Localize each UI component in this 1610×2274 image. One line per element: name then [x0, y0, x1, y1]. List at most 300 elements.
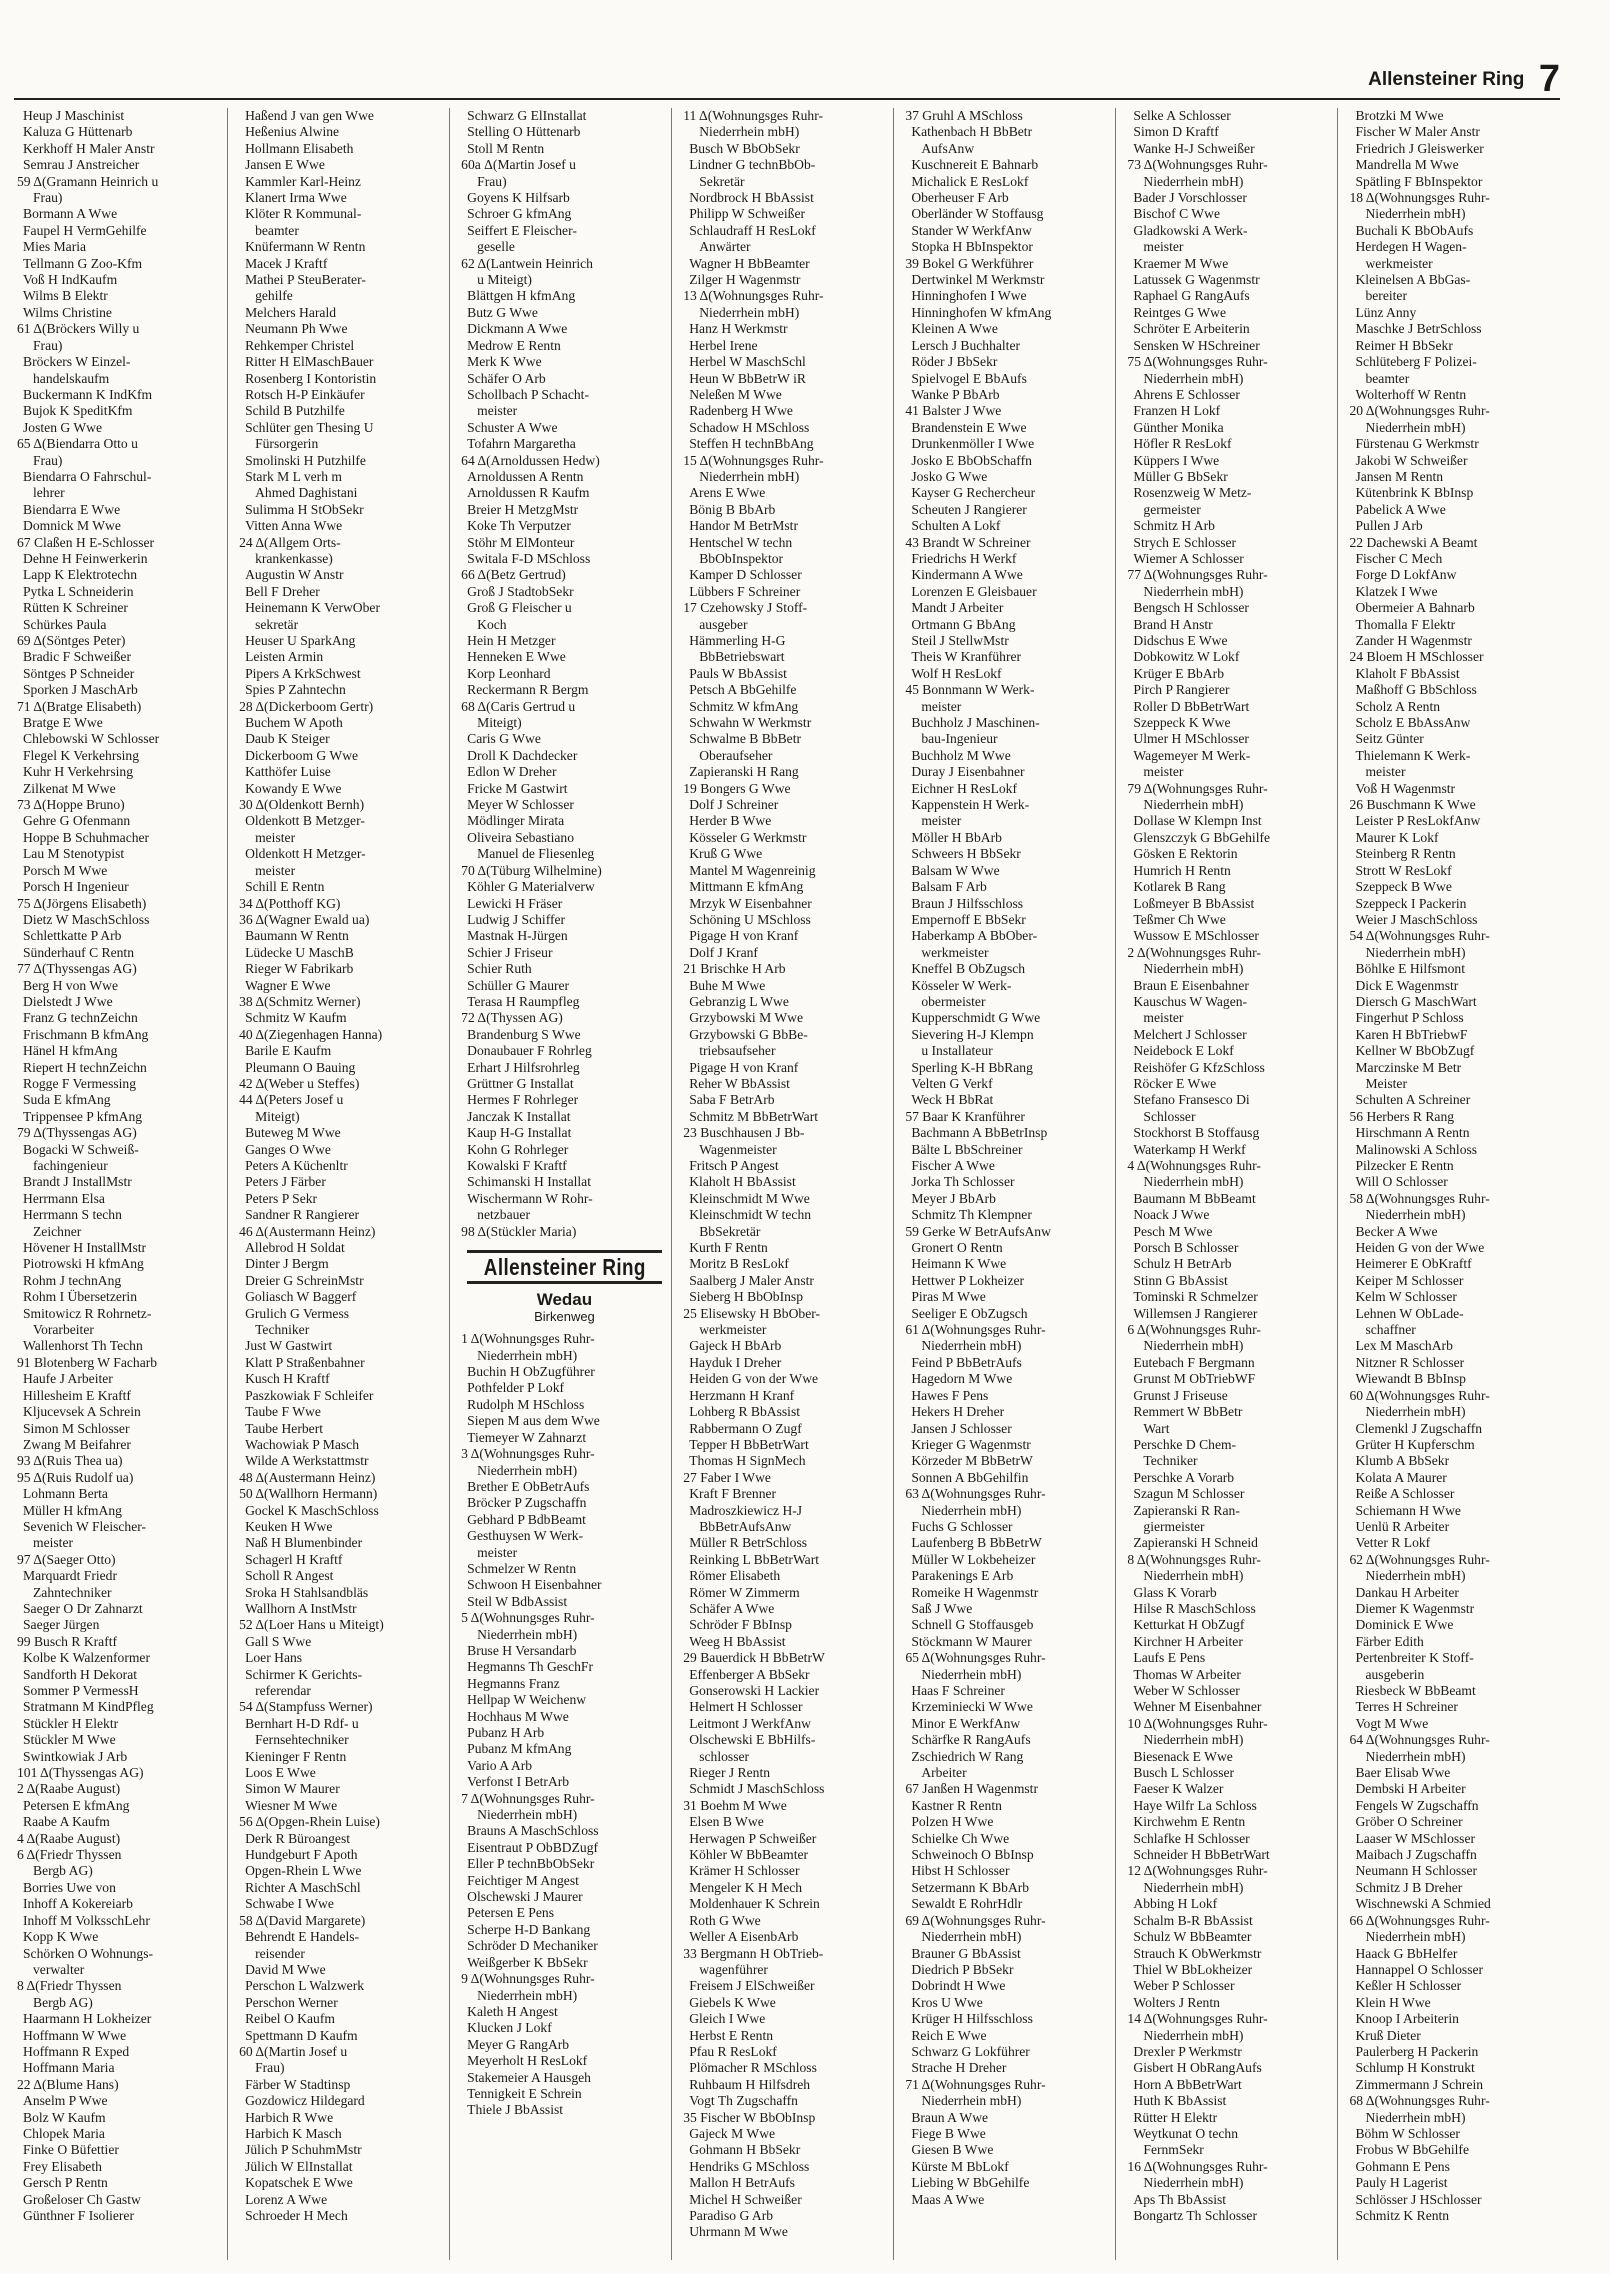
directory-entry: Uenlü R Arbeiter — [1355, 1518, 1450, 1534]
directory-entry: 39 Bokel G Werkführer — [905, 255, 1034, 271]
directory-entry: Sulimma H StObSekr — [245, 501, 364, 517]
directory-entry: sekretär — [255, 616, 299, 632]
directory-entry: Niederrhein mbH) — [1143, 370, 1244, 386]
directory-entry: Pfau R ResLokf — [689, 2043, 777, 2059]
directory-entry: 10 Δ(Wohnungsges Ruhr- — [1127, 1715, 1268, 1731]
directory-column-6 — [1124, 108, 1338, 2260]
directory-entry: Spätling F BbInspektor — [1355, 173, 1483, 189]
directory-entry: 8 Δ(Friedr Thyssen — [17, 1978, 122, 1994]
directory-entry: Stark M L verh m — [245, 468, 342, 484]
directory-entry: Niederrhein mbH) — [921, 2093, 1022, 2109]
directory-entry: 60 Δ(Wohnungsges Ruhr- — [1349, 1387, 1490, 1403]
directory-entry: Josko E BbObSchaffn — [911, 452, 1032, 468]
directory-entry: Fricke M Gastwirt — [467, 780, 568, 796]
directory-entry: Polzen H Wwe — [911, 1814, 994, 1830]
directory-entry: Reinking L BbBetrWart — [689, 1551, 820, 1567]
directory-entry: Rosenberg I Kontoristin — [245, 370, 377, 386]
directory-entry: 16 Δ(Wohnungsges Ruhr- — [1127, 2158, 1268, 2174]
directory-entry: Hawes F Pens — [911, 1387, 989, 1403]
directory-entry: Borries Uwe von — [23, 1879, 116, 1895]
directory-entry: Peters J Färber — [245, 1174, 326, 1190]
directory-column-3 — [458, 108, 672, 2260]
directory-entry: Frobus W BbGehilfe — [1355, 2142, 1469, 2158]
directory-entry: Dietz W MaschSchloss — [23, 911, 150, 927]
directory-entry: 9 Δ(Wohnungsges Ruhr- — [461, 1971, 595, 1987]
directory-entry: Niederrhein mbH) — [1143, 1732, 1244, 1748]
directory-entry: Lübbers F Schreiner — [689, 583, 801, 599]
directory-entry: 65 Δ(Wohnungsges Ruhr- — [905, 1650, 1046, 1666]
directory-entry: Steil J StellwMstr — [911, 633, 1009, 648]
directory-entry: Szeppeck B Wwe — [1355, 879, 1452, 895]
directory-entry: Ortmann G BbAng — [911, 616, 1016, 632]
directory-entry: Schwoon H Eisenbahner — [467, 1577, 602, 1593]
directory-entry: Oldenkott H Metzger- — [245, 846, 366, 862]
directory-entry: Wehner M Eisenbahner — [1133, 1699, 1262, 1715]
directory-entry: 69 Δ(Wohnungsges Ruhr- — [905, 1912, 1046, 1928]
directory-entry: Rosenzweig W Metz- — [1133, 485, 1252, 501]
directory-entry: Kürste M BbLokf — [911, 2158, 1009, 2174]
directory-entry: Thomas W Arbeiter — [1133, 1666, 1241, 1682]
section-district: Wedau — [536, 1290, 593, 1310]
directory-entry: Hein H Metzger — [467, 633, 556, 648]
directory-entry: David M Wwe — [245, 1961, 326, 1977]
directory-entry: Scholz E BbAssAnw — [1355, 715, 1471, 731]
directory-entry: Gajeck H BbArb — [689, 1338, 782, 1354]
directory-entry: Bormann A Wwe — [23, 206, 118, 222]
directory-entry: Schlafke H Schlosser — [1133, 1830, 1250, 1846]
directory-entry: Perschke D Chem- — [1133, 1436, 1237, 1452]
directory-entry: Vogt M Wwe — [1355, 1715, 1429, 1731]
directory-entry: Petsch A BbGehilfe — [689, 682, 797, 698]
directory-entry: 58 Δ(Wohnungsges Ruhr- — [1349, 1190, 1490, 1206]
directory-entry: Ulmer H MSchlosser — [1133, 731, 1249, 747]
directory-entry: Jülich P SchuhmMstr — [245, 2142, 362, 2158]
directory-entry: Duray J Eisenbahner — [911, 764, 1025, 780]
directory-entry: Rütten K Schreiner — [23, 600, 128, 616]
directory-entry: meister — [255, 829, 296, 845]
directory-entry: Wallenhorst Th Techn — [23, 1338, 143, 1354]
directory-entry: Anwärter — [699, 239, 751, 255]
directory-entry: Simon W Maurer — [245, 1781, 340, 1797]
directory-entry: Kelm W Schlosser — [1355, 1289, 1457, 1305]
directory-entry: Oberländer W Stoffausg — [911, 206, 1044, 222]
directory-entry: Piotrowski H kfmAng — [23, 1256, 144, 1272]
directory-entry: Vario A Arb — [467, 1757, 533, 1773]
directory-entry: Lersch J Buchhalter — [911, 337, 1021, 353]
directory-entry: Loßmeyer B BbAssist — [1133, 895, 1255, 911]
directory-entry: Arens E Wwe — [689, 485, 766, 501]
directory-entry: Lohberg R BbAssist — [689, 1404, 801, 1420]
directory-entry: Buhe M Wwe — [689, 977, 766, 993]
directory-entry: Frau) — [33, 190, 63, 206]
directory-entry: Wischnewski A Schmied — [1355, 1896, 1491, 1912]
directory-entry: Friedrichs H Werkf — [911, 550, 1017, 566]
directory-entry: Neleßen M Wwe — [689, 386, 782, 402]
directory-entry: 1 Δ(Wohnungsges Ruhr- — [461, 1331, 595, 1347]
directory-entry: Richter A MaschSchl — [245, 1879, 361, 1895]
directory-entry: 6 Δ(Friedr Thyssen — [17, 1847, 122, 1863]
directory-entry: Schlösser J HSchlosser — [1355, 2191, 1482, 2207]
directory-entry: Kellner W BbObZugf — [1355, 1043, 1475, 1059]
directory-entry: Taube F Wwe — [245, 1404, 321, 1420]
directory-entry: Niederrhein mbH) — [699, 304, 800, 320]
directory-entry: Pilzecker E Rentn — [1355, 1158, 1454, 1173]
directory-entry: Pytka L Schneiderin — [23, 583, 134, 599]
directory-entry: AufsAnw — [921, 140, 975, 156]
directory-entry: Niederrhein mbH) — [1365, 206, 1466, 222]
directory-entry: Kohn G Rohrleger — [467, 1141, 569, 1157]
directory-entry: Terres H Schreiner — [1355, 1699, 1458, 1715]
directory-entry: Simon D Kraftf — [1133, 124, 1219, 140]
directory-entry: Remmert W BbBetr — [1133, 1404, 1243, 1420]
directory-entry: 3 Δ(Wohnungsges Ruhr- — [461, 1446, 595, 1462]
directory-entry: Thiele J BbAssist — [467, 2102, 564, 2118]
directory-column-1 — [14, 108, 228, 2260]
directory-entry: Pullen J Arb — [1355, 518, 1423, 534]
directory-entry: Gebranzig L Wwe — [689, 993, 789, 1009]
directory-entry: Herzmann H Kranf — [689, 1387, 795, 1403]
directory-entry: Hegmanns Franz — [467, 1675, 560, 1691]
directory-entry: Schlaudraff H ResLokf — [689, 222, 816, 238]
directory-entry: meister — [1143, 239, 1184, 255]
directory-entry: Lewicki H Fräser — [467, 895, 563, 911]
directory-entry: Schlump H Konstrukt — [1355, 2060, 1475, 2076]
directory-entry: Haarmann H Lokheizer — [23, 2011, 152, 2027]
directory-entry: Switala F-D MSchloss — [467, 550, 591, 566]
directory-entry: Schneider H BbBetrWart — [1133, 1847, 1270, 1863]
directory-entry: Taube Herbert — [245, 1420, 324, 1436]
directory-entry: Paradiso G Arb — [689, 2208, 774, 2223]
directory-entry: Klöter R Kommunal- — [245, 206, 362, 222]
directory-entry: Glenszczyk G BbGehilfe — [1133, 829, 1271, 845]
directory-entry: 70 Δ(Tüburg Wilhelmine) — [461, 862, 602, 878]
directory-entry: Keßler H Schlosser — [1355, 1978, 1462, 1994]
directory-entry: Ritter H ElMaschBauer — [245, 354, 374, 370]
directory-entry: Clemenkl J Zugschaffn — [1355, 1420, 1483, 1436]
directory-entry: Jansen J Schlosser — [911, 1420, 1012, 1436]
directory-entry: Augustin W Anstr — [245, 567, 344, 583]
directory-entry: Niederrhein mbH) — [477, 1987, 578, 2003]
directory-entry: Lapp K Elektrotechn — [23, 567, 137, 583]
directory-entry: Schürkes Paula — [23, 616, 107, 632]
directory-entry: Krzeminiecki W Wwe — [911, 1699, 1033, 1715]
directory-entry: Weier J MaschSchloss — [1355, 911, 1478, 927]
directory-entry: 97 Δ(Saeger Otto) — [17, 1551, 116, 1567]
directory-entry: Schwarz G Lokführer — [911, 2043, 1030, 2059]
directory-entry: Hilse R MaschSchloss — [1133, 1600, 1256, 1616]
directory-entry: Wolf H ResLokf — [911, 665, 1002, 681]
directory-entry: 34 Δ(Potthoff KG) — [239, 895, 341, 911]
directory-entry: Schadow H MSchloss — [689, 419, 810, 435]
directory-entry: Suda E kfmAng — [23, 1092, 111, 1108]
directory-entry: Röder J BbSekr — [911, 354, 998, 370]
directory-entry: Krieger G Wagenmstr — [911, 1436, 1031, 1452]
directory-entry: Maas A Wwe — [911, 2191, 985, 2207]
directory-entry: Huth K BbAssist — [1133, 2093, 1227, 2109]
directory-entry: Gronert O Rentn — [911, 1240, 1003, 1256]
directory-entry: Buchali K BbObAufs — [1355, 222, 1474, 238]
directory-entry: 69 Δ(Söntges Peter) — [17, 633, 126, 648]
directory-entry: Grüter H Kupferschm — [1355, 1436, 1475, 1452]
directory-entry: 77 Δ(Thyssengas AG) — [17, 961, 137, 977]
directory-entry: Bengsch H Schlosser — [1133, 600, 1249, 616]
directory-entry: Meyerholt H ResLokf — [467, 2053, 588, 2069]
directory-entry: Schiemann H Wwe — [1355, 1502, 1461, 1518]
directory-entry: Piras M Wwe — [911, 1289, 986, 1305]
directory-entry: meister — [255, 862, 296, 878]
directory-entry: krankenkasse) — [255, 550, 333, 566]
directory-entry: 11 Δ(Wohnungsges Ruhr- — [683, 108, 824, 123]
directory-entry: Schroer G kfmAng — [467, 206, 572, 222]
directory-entry: Knüfermann W Rentn — [245, 239, 366, 255]
directory-entry: Sieberg H BbObInsp — [689, 1289, 804, 1305]
directory-entry: Böhlke E Hilfsmont — [1355, 961, 1465, 977]
directory-entry: Kirchner H Arbeiter — [1133, 1633, 1243, 1649]
directory-entry: Riesbeck W BbBeamt — [1355, 1683, 1476, 1698]
directory-entry: Brandenstein E Wwe — [911, 419, 1027, 435]
directory-entry: 37 Gruhl A MSchloss — [905, 108, 1023, 123]
directory-entry: 57 Baar K Kranführer — [905, 1108, 1025, 1124]
directory-entry: Peters A Küchenltr — [245, 1158, 348, 1173]
directory-entry: Just W Gastwirt — [245, 1338, 333, 1354]
directory-entry: Daub K Steiger — [245, 731, 330, 747]
directory-entry: beamter — [255, 222, 299, 238]
directory-entry: Romeike H Wagenmstr — [911, 1584, 1039, 1600]
directory-entry: Schmitz Th Klempner — [911, 1207, 1032, 1223]
directory-entry: u Miteigt) — [477, 272, 532, 288]
directory-entry: Verfonst I BetrArb — [467, 1774, 570, 1790]
directory-entry: Wagner E Wwe — [245, 977, 331, 993]
directory-entry: Hermes F Rohrleger — [467, 1092, 579, 1108]
directory-entry: 28 Δ(Dickerboom Gertr) — [239, 698, 374, 714]
directory-entry: Schlosser — [1143, 1108, 1196, 1124]
directory-entry: Fürstenau G Werkmstr — [1355, 436, 1479, 452]
directory-entry: Nordbrock H BbAssist — [689, 190, 814, 206]
directory-entry: Stückler H Elektr — [23, 1715, 119, 1731]
directory-entry: Höfler R ResLokf — [1133, 436, 1232, 452]
directory-entry: Möller H BbArb — [911, 829, 1002, 845]
directory-entry: Schwalme B BbBetr — [689, 731, 801, 747]
directory-entry: Malinowski A Schloss — [1355, 1141, 1478, 1157]
directory-entry: Reintges G Wwe — [1133, 304, 1227, 320]
directory-entry: Kirchwehm E Rentn — [1133, 1814, 1246, 1830]
directory-entry: Gladkowski A Werk- — [1133, 222, 1248, 238]
directory-entry: Baumann W Rentn — [245, 928, 349, 944]
directory-entry: Blättgen H kfmAng — [467, 288, 576, 304]
directory-entry: Balsam F Arb — [911, 879, 987, 895]
directory-entry: 22 Dachewski A Beamt — [1349, 534, 1478, 550]
directory-entry: Moritz B ResLokf — [689, 1256, 789, 1272]
directory-entry: 68 Δ(Caris Gertrud u — [461, 698, 576, 714]
directory-entry: Bader J Vorschlosser — [1133, 190, 1247, 206]
directory-entry: Baer Elisab Wwe — [1355, 1765, 1451, 1781]
running-head-street: Allensteiner Ring — [1368, 69, 1525, 90]
directory-entry: Kopatschek E Wwe — [245, 2175, 353, 2191]
directory-entry: Koke Th Verputzer — [467, 518, 571, 534]
directory-entry: Strych E Schlosser — [1133, 534, 1237, 550]
directory-entry: Stratmann M KindPfleg — [23, 1699, 154, 1715]
directory-entry: Schäfer O Arb — [467, 370, 546, 386]
directory-entry: Seitz Günter — [1355, 731, 1424, 747]
directory-entry: Goyens K Hilfsarb — [467, 190, 570, 206]
directory-entry: Thielemann K Werk- — [1355, 747, 1471, 763]
directory-entry: Hoffmann W Wwe — [23, 2027, 127, 2043]
directory-entry: Niederrhein mbH) — [1365, 1568, 1466, 1584]
directory-entry: Terasa H Raumpfleg — [467, 993, 580, 1009]
directory-entry: Franz G technZeichn — [23, 1010, 138, 1026]
directory-entry: Faupel H VermGehilfe — [23, 222, 147, 238]
directory-entry: Merk K Wwe — [467, 354, 542, 370]
directory-entry: Gisbert H ObRangAufs — [1133, 2060, 1262, 2076]
directory-entry: 67 Janßen H Wagenmstr — [905, 1781, 1038, 1797]
directory-entry: Saalberg J Maler Anstr — [689, 1272, 814, 1288]
directory-entry: Buchin H ObZugführer — [467, 1364, 595, 1380]
directory-entry: Zander H Wagenmstr — [1355, 633, 1472, 648]
directory-entry: Heimerer E ObKraftf — [1355, 1256, 1472, 1272]
directory-entry: Braun E Eisenbahner — [1133, 977, 1249, 993]
directory-entry: Schlettkatte P Arb — [23, 928, 122, 944]
directory-entry: 17 Czehowsky J Stoff- — [683, 600, 808, 616]
directory-entry: Stöckmann W Maurer — [911, 1633, 1032, 1649]
directory-entry: Korp Leonhard — [467, 665, 551, 681]
directory-entry: Rogge F Vermessing — [23, 1075, 137, 1091]
directory-entry: Kopp K Wwe — [23, 1929, 99, 1945]
directory-entry: Hayduk I Dreher — [689, 1354, 782, 1370]
directory-entry: Marczinske M Betr — [1355, 1059, 1462, 1075]
directory-entry: Effenberger A BbSekr — [689, 1666, 810, 1682]
directory-entry: Becker A Wwe — [1355, 1223, 1438, 1239]
directory-entry: Kaup H-G Installat — [467, 1125, 572, 1141]
directory-entry: Bergb AG) — [33, 1863, 93, 1879]
directory-entry: Glass K Vorarb — [1133, 1584, 1217, 1600]
directory-entry: Niederrhein mbH) — [921, 1929, 1022, 1945]
directory-entry: Schier J Friseur — [467, 944, 553, 960]
directory-entry: 56 Δ(Opgen-Rhein Luise) — [239, 1814, 380, 1830]
directory-entry: Frau) — [255, 2060, 285, 2076]
directory-entry: Bolz W Kaufm — [23, 2109, 106, 2125]
directory-entry: Bröckers W Einzel- — [23, 354, 131, 370]
directory-entry: 40 Δ(Ziegenhagen Hanna) — [239, 1026, 383, 1042]
directory-entry: Seiffert E Fleischer- — [467, 222, 577, 238]
directory-entry: Kusch H Kraftf — [245, 1371, 330, 1387]
directory-entry: Ahrens E Schlosser — [1133, 386, 1240, 402]
directory-column-7 — [1346, 108, 1560, 2260]
directory-entry: Mandt J Arbeiter — [911, 600, 1004, 616]
directory-entry: Strache H Dreher — [911, 2060, 1007, 2076]
directory-entry: Stockhorst B Stoffausg — [1133, 1125, 1260, 1141]
directory-entry: Mrzyk W Eisenbahner — [689, 895, 812, 911]
directory-entry: Manuel de Fliesenleg — [477, 846, 595, 862]
directory-entry: handelskaufm — [33, 370, 110, 386]
directory-entry: 61 Δ(Bröckers Willy u — [17, 321, 140, 337]
directory-entry: Arnoldussen R Kaufm — [467, 485, 590, 501]
directory-entry: Sroka H Stahlsandbläs — [245, 1584, 369, 1600]
directory-entry: Willemsen J Rangierer — [1133, 1305, 1258, 1321]
directory-entry: Hundgeburt F Apoth — [245, 1847, 358, 1863]
directory-entry: 72 Δ(Thyssen AG) — [461, 1010, 563, 1026]
directory-entry: Schörken O Wohnungs- — [23, 1945, 154, 1961]
directory-entry: BbObInspektor — [699, 550, 784, 566]
directory-entry: 61 Δ(Wohnungsges Ruhr- — [905, 1322, 1046, 1338]
directory-entry: Rütter H Elektr — [1133, 2109, 1218, 2125]
street-section-header — [461, 1250, 668, 1325]
directory-entry: Bongartz Th Schlosser — [1133, 2208, 1257, 2223]
directory-entry: Herwagen P Schweißer — [689, 1830, 817, 1846]
directory-entry: Fingerhut P Schloss — [1355, 1010, 1464, 1026]
directory-entry: Ahmed Daghistani — [255, 485, 358, 501]
directory-entry: 19 Bongers G Wwe — [683, 780, 791, 796]
directory-entry: Breier H MetzgMstr — [467, 501, 579, 517]
directory-entry: Thiel W BbLokheizer — [1133, 1961, 1253, 1977]
directory-entry: Sperling K-H BbRang — [911, 1059, 1033, 1075]
directory-entry: Steffen H technBbAng — [689, 436, 814, 452]
directory-entry: reisender — [255, 1945, 305, 1961]
directory-entry: Allebrod H Soldat — [245, 1240, 345, 1256]
directory-entry: Sievering H-J Klempn — [911, 1026, 1034, 1042]
directory-entry: Strauch K ObWerkmstr — [1133, 1945, 1262, 1961]
directory-entry: Busch L Schlosser — [1133, 1765, 1235, 1781]
directory-entry: Röcker E Wwe — [1133, 1075, 1217, 1091]
directory-entry: Wilms Christine — [23, 304, 112, 320]
directory-entry: Gohmann H BbSekr — [689, 2142, 801, 2158]
directory-entry: Niederrhein mbH) — [477, 1347, 578, 1363]
directory-entry: 15 Δ(Wohnungsges Ruhr- — [683, 452, 824, 468]
directory-entry: Forge D LokfAnw — [1355, 567, 1457, 583]
directory-entry: Vetter R Lokf — [1355, 1535, 1431, 1551]
directory-entry: Hendriks G MSchloss — [689, 2158, 810, 2174]
directory-entry: Ruhbaum H Hilfsdreh — [689, 2076, 811, 2092]
directory-entry: lehrer — [33, 485, 65, 501]
directory-entry: Kieninger F Rentn — [245, 1748, 347, 1764]
directory-entry: Wallhorn A InstMstr — [245, 1600, 357, 1616]
directory-entry: Scholz A Rentn — [1355, 698, 1441, 714]
directory-entry: Niederrhein mbH) — [921, 1666, 1022, 1682]
directory-entry: Pauls W BbAssist — [689, 665, 787, 681]
directory-entry: Grulich G Vermess — [245, 1305, 350, 1321]
directory-entry: Herder B Wwe — [689, 813, 772, 829]
directory-entry: Steil W BdbAssist — [467, 1593, 568, 1609]
directory-entry: Bachmann A BbBetrInsp — [911, 1125, 1048, 1141]
directory-entry: Niederrhein mbH) — [699, 468, 800, 484]
directory-entry: Saß J Wwe — [911, 1600, 973, 1616]
directory-entry: Porsch M Wwe — [23, 862, 108, 878]
directory-entry: Schöning U MSchloss — [689, 911, 811, 927]
directory-entry: Latussek G Wagenmstr — [1133, 272, 1260, 288]
directory-entry: Heinemann K VerwOber — [245, 600, 380, 616]
directory-entry: Lünz Anny — [1355, 304, 1417, 320]
directory-entry: Leister P ResLokfAnw — [1355, 813, 1481, 829]
directory-entry: Domnick M Wwe — [23, 518, 121, 534]
directory-entry: Klaholt H BbAssist — [689, 1174, 796, 1190]
directory-entry: Niederrhein mbH) — [477, 1462, 578, 1478]
directory-entry: Rehkemper Christel — [245, 337, 355, 353]
directory-entry: Weber W Schlosser — [1133, 1683, 1240, 1698]
directory-entry: 77 Δ(Wohnungsges Ruhr- — [1127, 567, 1268, 583]
directory-entry: Haßend J van gen Wwe — [245, 108, 374, 123]
directory-entry: Gröber O Schreiner — [1355, 1814, 1463, 1830]
directory-entry: Spielvogel E BbAufs — [911, 370, 1027, 386]
directory-entry: werkmeister — [921, 944, 989, 960]
directory-entry: Weck H BbRat — [911, 1092, 994, 1108]
directory-entry: Feichtiger M Angest — [467, 1872, 579, 1888]
directory-entry: Semrau J Anstreicher — [23, 157, 140, 173]
directory-entry: Klanert Irma Wwe — [245, 190, 347, 206]
directory-entry: Horn A BbBetrWart — [1133, 2076, 1242, 2092]
directory-entry: Anselm P Wwe — [23, 2093, 108, 2109]
directory-entry: Sekretär — [699, 173, 745, 189]
directory-entry: 95 Δ(Ruis Rudolf ua) — [17, 1469, 134, 1485]
directory-entry: Gesthuysen W Werk- — [467, 1528, 584, 1544]
